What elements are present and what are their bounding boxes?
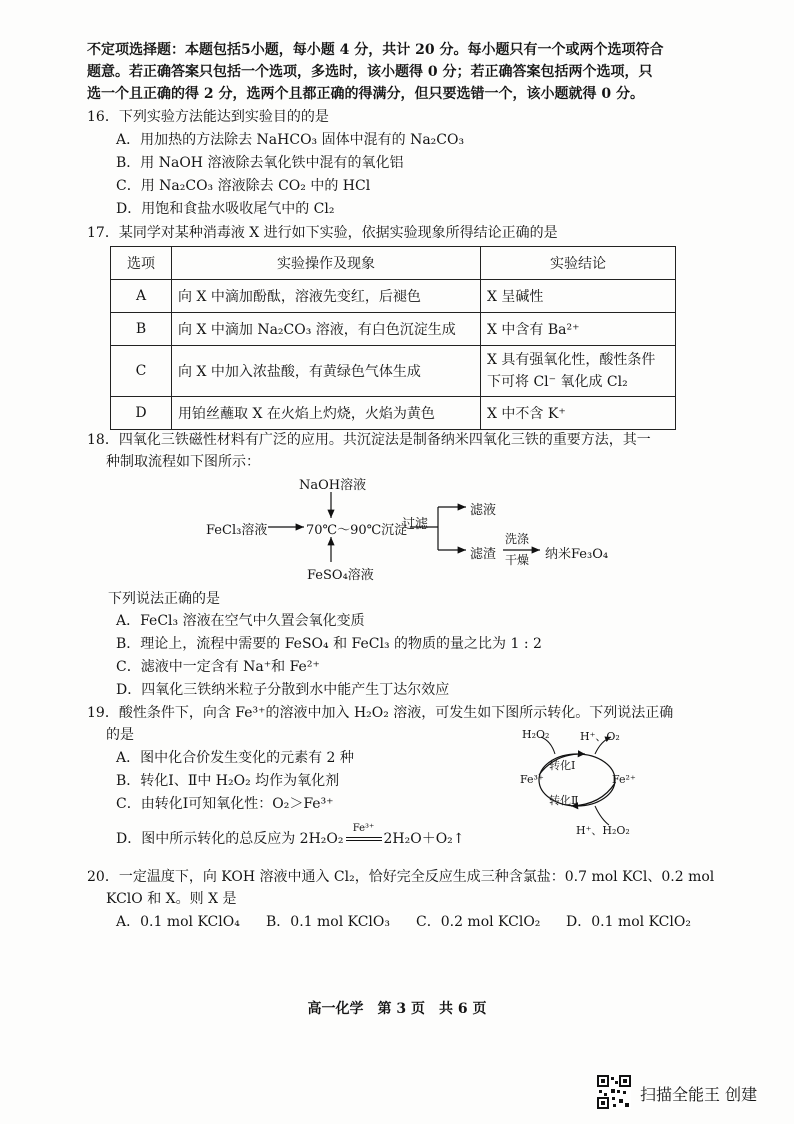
cycle-fe2: Fe²⁺ xyxy=(612,773,636,786)
row-option: D xyxy=(111,397,172,430)
q20-stem-line-1: 20．一定温度下，向 KOH 溶液中通入 Cl₂，恰好完全反应生成三种含氯盐：0.7 mol KCl、0.2 mol xyxy=(87,869,715,885)
qr-code-icon xyxy=(597,1075,631,1109)
q18-option-b: B．理论上，流程中需要的 FeSO₄ 和 FeCl₃ 的物质的量之比为 1 : 2 xyxy=(116,636,542,652)
flow-dry-label: 干燥 xyxy=(505,553,530,567)
flow-wash-label: 洗涤 xyxy=(505,532,530,546)
q18-option-a: A．FeCl₃ 溶液在空气中久置会氧化变质 xyxy=(116,613,365,629)
q16-option-d: D．用饱和食盐水吸收尾气中的 Cl₂ xyxy=(116,201,335,217)
q18-option-d: D．四氧化三铁纳米粒子分散到水中能产生丁达尔效应 xyxy=(116,682,450,698)
q16-option-b: B．用 NaOH 溶液除去氧化铁中混有的氧化铝 xyxy=(116,155,404,171)
cycle-conversion-2: 转化Ⅱ xyxy=(549,794,579,807)
table-header-row xyxy=(111,247,676,280)
cycle-bottom-label: H⁺、H₂O₂ xyxy=(576,824,630,837)
flow-fecl3-solution: FeCl₃溶液 xyxy=(206,523,268,538)
instructions-line-2: 题意。若正确答案只包括一个选项，多选时，该小题得 0 分；若正确答案包括两个选项，只 xyxy=(87,64,653,80)
q19-d-catalyst-arrow xyxy=(344,823,384,849)
q16-stem: 16．下列实验方法能达到实验目的的是 xyxy=(87,109,329,125)
scanner-watermark: 扫描全能王 创建 xyxy=(640,1085,758,1104)
row-operation: 向 X 中滴加 Na₂CO₃ 溶液，有白色沉淀生成 xyxy=(172,313,481,346)
row-operation: 向 X 中滴加酚酞，溶液先变红，后褪色 xyxy=(172,280,481,313)
q20-stem-line-2: KClO 和 X。则 X 是 xyxy=(106,891,237,907)
cycle-conversion-1: 转化Ⅰ xyxy=(549,759,576,772)
table-row xyxy=(111,313,676,346)
q19-option-d xyxy=(116,823,465,849)
table-row xyxy=(111,397,676,430)
flow-filter-label: 过滤 xyxy=(402,517,429,532)
q16-option-a: A．用加热的方法除去 NaHCO₃ 固体中混有的 Na₂CO₃ xyxy=(116,132,465,148)
q19-option-a: A．图中化合价发生变化的元素有 2 种 xyxy=(116,750,354,766)
q19-option-c: C．由转化Ⅰ可知氧化性：O₂＞Fe³⁺ xyxy=(116,796,334,812)
flow-naoh-solution: NaOH溶液 xyxy=(299,478,367,493)
row-operation: 用铂丝蘸取 X 在火焰上灼烧，火焰为黄色 xyxy=(172,397,481,430)
q18-prompt: 下列说法正确的是 xyxy=(108,591,220,607)
flow-residue: 滤渣 xyxy=(470,547,497,562)
q19-d-catalyst: Fe³⁺ xyxy=(352,823,375,834)
q20-option-c: C．0.2 mol KClO₂ xyxy=(416,914,541,930)
row-conclusion: X 中不含 K⁺ xyxy=(481,397,676,430)
q19-stem-line-2: 的是 xyxy=(106,727,134,743)
cycle-h2o2-top: H₂O₂ xyxy=(522,728,550,741)
q16-option-c: C．用 Na₂CO₃ 溶液除去 CO₂ 中的 HCl xyxy=(116,178,371,194)
q18-stem-line-2: 种制取流程如下图所示： xyxy=(106,454,260,470)
q18-option-c: C．滤液中一定含有 Na⁺和 Fe²⁺ xyxy=(116,659,320,675)
table-row xyxy=(111,280,676,313)
cycle-fe3: Fe³⁺ xyxy=(520,773,544,786)
flow-filtrate: 滤液 xyxy=(470,503,497,518)
cycle-hplus-o2: H⁺、O₂ xyxy=(580,730,620,743)
header-option: 选项 xyxy=(111,247,172,280)
q19-stem-line-1: 19．酸性条件下，向含 Fe³⁺的溶液中加入 H₂O₂ 溶液，可发生如下图所示转化。下列说法正确 xyxy=(87,705,674,721)
page-footer: 高一化学 第 3 页 共 6 页 xyxy=(307,1001,487,1017)
instructions-line-3: 选一个且正确的得 2 分，选两个且都正确的得满分，但只要选错一个，该小题就得 0 分。 xyxy=(87,86,644,102)
flow-reactor: 70℃～90℃沉淀 xyxy=(306,523,408,538)
flow-product: 纳米Fe₃O₄ xyxy=(545,547,609,562)
row-conclusion: X 呈碱性 xyxy=(481,280,676,313)
q20-option-b: B．0.1 mol KClO₃ xyxy=(266,914,390,930)
q19-option-b: B．转化Ⅰ、Ⅱ中 H₂O₂ 均作为氧化剂 xyxy=(116,773,340,789)
row-conclusion: X 具有强氧化性，酸性条件下可将 Cl⁻ 氧化成 Cl₂ xyxy=(481,346,676,397)
q17-stem: 17．某同学对某种消毒液 X 进行如下实验，依据实验现象所得结论正确的是 xyxy=(87,225,558,241)
header-operation: 实验操作及现象 xyxy=(172,247,481,280)
q17-table xyxy=(110,246,676,430)
row-option: B xyxy=(111,313,172,346)
q20-option-a: A．0.1 mol KClO₄ xyxy=(116,914,240,930)
row-conclusion: X 中含有 Ba²⁺ xyxy=(481,313,676,346)
table-row xyxy=(111,346,676,397)
header-conclusion: 实验结论 xyxy=(481,247,676,280)
q20-option-d: D．0.1 mol KClO₂ xyxy=(566,914,691,930)
q18-stem-line-1: 18．四氧化三铁磁性材料有广泛的应用。共沉淀法是制备纳米四氧化三铁的重要方法，其一 xyxy=(87,432,651,448)
row-option: A xyxy=(111,280,172,313)
q19-d-products: 2H₂O＋O₂↑ xyxy=(383,831,465,847)
row-operation: 向 X 中加入浓盐酸，有黄绿色气体生成 xyxy=(172,346,481,397)
flow-feso4-solution: FeSO₄溶液 xyxy=(307,568,374,583)
instructions-line-1: 不定项选择题：本题包括5小题，每小题 4 分，共计 20 分。每小题只有一个或两个选项符合 xyxy=(87,42,664,58)
q19-d-reactant: D．图中所示转化的总反应为 2H₂O₂ xyxy=(116,831,344,847)
row-option: C xyxy=(111,346,172,397)
